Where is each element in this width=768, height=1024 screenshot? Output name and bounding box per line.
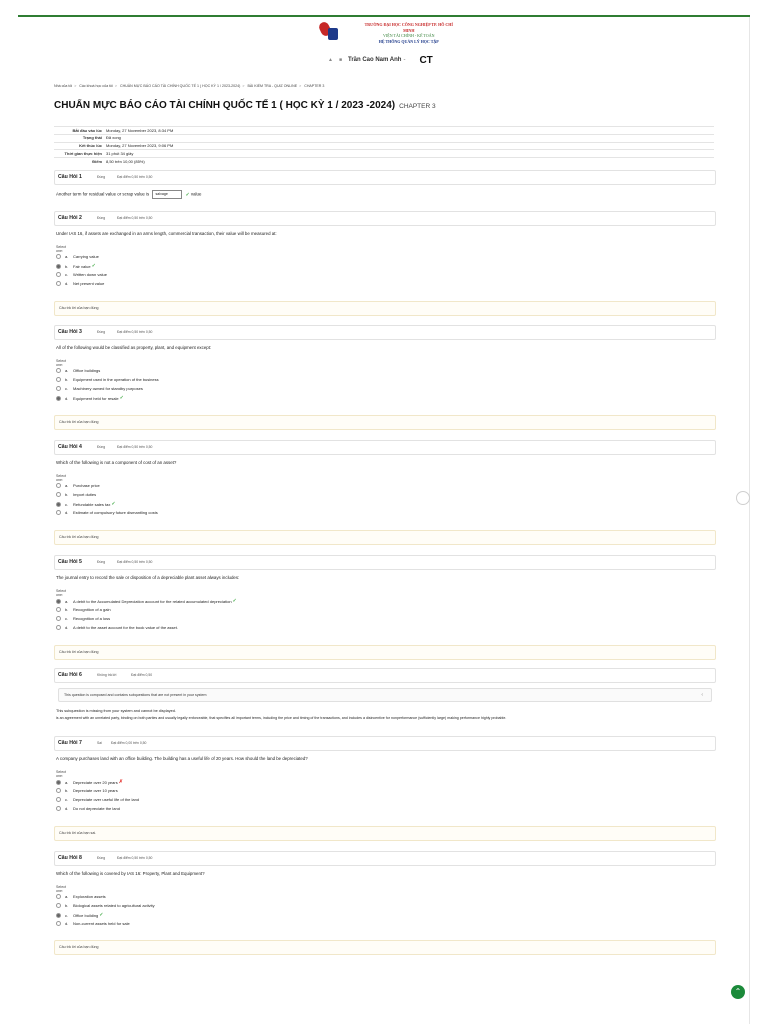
select-one-label: Select one: xyxy=(56,589,66,597)
option-text: Recognition of a loss xyxy=(73,616,111,621)
logo-line-1: TRƯỜNG ĐẠI HỌC CÔNG NGHIỆP TP. HỒ CHÍ MINH xyxy=(364,22,453,33)
radio-button[interactable] xyxy=(56,616,61,621)
drawer-toggle[interactable] xyxy=(736,491,750,505)
option-letter: d. xyxy=(65,395,69,401)
option-letter: d. xyxy=(65,921,69,926)
question-header xyxy=(54,440,716,455)
question-status: Đúng xyxy=(97,330,106,334)
radio-button[interactable] xyxy=(56,502,61,507)
logo-icon xyxy=(318,22,340,42)
option-text: Equipment held for resale xyxy=(73,395,119,401)
option-letter: a. xyxy=(65,598,69,604)
radio-button[interactable] xyxy=(56,788,61,793)
select-one-label: Select one: xyxy=(56,359,66,367)
feedback-text: Câu trả lời của bạn đúng xyxy=(59,306,99,310)
question-status: Không trả lời xyxy=(97,673,117,677)
option-letter: c. xyxy=(65,616,69,621)
option-letter: d. xyxy=(65,281,69,286)
check-icon: ✓ xyxy=(119,395,124,401)
option-text: Depreciate over 10 years xyxy=(73,788,118,793)
summary-key: Bắt đầu vào lúc xyxy=(54,127,104,135)
question-header xyxy=(54,736,716,751)
option-letter: b. xyxy=(65,903,69,908)
chevron-up-icon[interactable]: ⌃ xyxy=(731,985,745,999)
option-letter: a. xyxy=(65,779,69,785)
radio-button[interactable] xyxy=(56,386,61,391)
option-text: Net present value xyxy=(73,281,105,286)
summary-value: 8,50 trên 10,00 (85%) xyxy=(104,158,714,165)
option-letter: d. xyxy=(65,510,69,515)
option-text: Estimate of compulsory future dismantling costs xyxy=(73,510,158,515)
radio-button[interactable] xyxy=(56,780,61,785)
select-one-label: Select one: xyxy=(56,245,66,253)
summary-value: Monday, 27 November 2023, 8:34 PM xyxy=(104,127,714,135)
feedback-text: Câu trả lời của bạn đúng xyxy=(59,420,99,424)
summary-key: Trạng thái xyxy=(54,134,104,142)
summary-key: Điểm xyxy=(54,158,104,165)
radio-button[interactable] xyxy=(56,913,61,918)
option-letter: c. xyxy=(65,797,69,802)
missing-subquestion-text: This subquestion is missing from your system and cannot be displayed. xyxy=(56,709,176,713)
option-text: Written down value xyxy=(73,272,107,277)
question-points: Đạt điểm 0,50 trên 0,50 xyxy=(117,445,153,449)
attempt-summary xyxy=(54,126,714,165)
question-header xyxy=(54,170,716,185)
option-letter: c. xyxy=(65,501,69,507)
option-text: A debit to the asset account for the book value of the asset. xyxy=(73,625,178,630)
breadcrumb-item[interactable]: Nhà của tôi xyxy=(54,84,73,88)
option[interactable] xyxy=(56,510,158,515)
option-letter: c. xyxy=(65,912,69,918)
question-number: Câu Hỏi 8 xyxy=(58,855,82,861)
radio-button[interactable] xyxy=(56,599,61,604)
radio-button[interactable] xyxy=(56,281,61,286)
radio-button[interactable] xyxy=(56,510,61,515)
option-text: Depreciate over useful life of the land xyxy=(73,797,140,802)
feedback-box xyxy=(54,645,716,660)
question-status: Đúng xyxy=(97,560,106,564)
feedback-box xyxy=(54,940,716,955)
top-accent-line xyxy=(18,15,750,17)
summary-key: Thời gian thực hiện xyxy=(54,150,104,158)
question-number: Câu Hỏi 2 xyxy=(58,215,82,221)
option-text: Refundable sales tax xyxy=(73,501,111,507)
bell-icon[interactable]: ▲ xyxy=(328,57,333,63)
question-status: Đúng xyxy=(97,856,106,860)
question-number: Câu Hỏi 6 xyxy=(58,672,82,678)
answer-field[interactable]: salvage xyxy=(152,190,182,199)
info-text: This question is composed and contains subquestions that are not present in your system xyxy=(64,693,207,697)
course-title: CHUẨN MỰC BÁO CÁO TÀI CHÍNH QUỐC TẾ 1 ( HỌC KỲ 1 / 2023 -2024) xyxy=(54,100,396,111)
breadcrumb-item[interactable]: CHAPTER 3 xyxy=(304,84,325,88)
question-text xyxy=(56,190,201,199)
breadcrumb-item[interactable]: BÀI KIỂM TRA - QUIZ ONLINE xyxy=(247,84,298,88)
select-one-label: Select one: xyxy=(56,474,66,482)
option[interactable] xyxy=(56,607,111,612)
question-description: is an agreement with an unrelated party, binding on both parties and usually legally enforceable, that specifies all important terms, including the price and timing of the transactions, and includes a disincentive for nonperformance (sufficiently large) making performance highly probable. xyxy=(56,716,507,720)
user-menu-caret[interactable]: - xyxy=(403,57,406,63)
option-letter: d. xyxy=(65,806,69,811)
option-text: Biological assets related to agricultural activity xyxy=(73,903,155,908)
feedback-text: Câu trả lời của bạn đúng xyxy=(59,650,99,654)
breadcrumb-item[interactable]: Các khoá học của tôi xyxy=(79,84,113,88)
option[interactable] xyxy=(56,386,143,391)
option-text: Equipment used in the operation of the business xyxy=(73,377,159,382)
radio-button[interactable] xyxy=(56,264,61,269)
question-number: Câu Hỏi 3 xyxy=(58,329,82,335)
option-letter: b. xyxy=(65,788,69,793)
user-menu[interactable] xyxy=(328,54,433,66)
question-points: Đạt điểm 0,00 trên 0,50 xyxy=(111,741,147,745)
option[interactable] xyxy=(56,912,103,918)
question-number: Câu Hỏi 7 xyxy=(58,740,82,746)
option-text: Recognition of a gain xyxy=(73,607,111,612)
page-title xyxy=(54,100,436,111)
question-points: Đạt điểm 0,50 trên 0,50 xyxy=(117,856,153,860)
option-text: Non-current assets held for sale xyxy=(73,921,130,926)
option[interactable] xyxy=(56,281,104,286)
option[interactable] xyxy=(56,903,155,908)
question-text: Which of the following is not a component of cost of an asset? xyxy=(56,460,177,465)
option-letter: b. xyxy=(65,377,69,382)
question-points: Đạt điểm 0,50 trên 0,50 xyxy=(117,330,153,334)
option[interactable] xyxy=(56,368,100,373)
option-text: Machinery owned for standby purposes xyxy=(73,386,143,391)
check-icon: ✓ xyxy=(91,263,96,269)
question-text-after: value xyxy=(190,191,202,197)
option-text: Office building xyxy=(73,912,99,918)
radio-button[interactable] xyxy=(56,396,61,401)
option-text: A debit to the Accumulated Depreciation account for the related accumulated depreciation xyxy=(73,598,232,604)
option-letter: b. xyxy=(65,492,69,497)
option[interactable] xyxy=(56,501,116,507)
logo-line-3: HỆ THỐNG QUẢN LÝ HỌC TẬP xyxy=(378,38,439,44)
option-letter: a. xyxy=(65,368,69,373)
logo-line-2: VIỆN TÀI CHÍNH - KẾ TOÁN xyxy=(383,33,435,38)
option-letter: d. xyxy=(65,625,69,630)
question-status: Đúng xyxy=(97,175,106,179)
question-status: Sai xyxy=(97,741,102,745)
option-text: Purchase price xyxy=(73,483,100,488)
option[interactable] xyxy=(56,272,107,277)
feedback-text: Câu trả lời của bạn đúng xyxy=(59,945,99,949)
question-text: A company purchases land with an office building. The building has a useful life of 20 years. How should the land be depreciated? xyxy=(56,756,308,761)
option[interactable] xyxy=(56,616,110,621)
option-text: Fair value xyxy=(73,263,91,269)
option[interactable] xyxy=(56,921,130,926)
option-letter: b. xyxy=(65,263,69,269)
cross-icon: ✗ xyxy=(118,779,123,785)
question-header xyxy=(54,555,716,570)
summary-value: Monday, 27 November 2023, 9:06 PM xyxy=(104,142,714,150)
option-text: Exploration assets xyxy=(73,894,106,899)
site-logo[interactable] xyxy=(318,22,458,46)
option-letter: b. xyxy=(65,607,69,612)
option[interactable] xyxy=(56,788,118,793)
user-name[interactable]: Trần Cao Nam Anh xyxy=(347,57,402,63)
question-header xyxy=(54,325,716,340)
question-header xyxy=(54,211,716,226)
option-letter: a. xyxy=(65,894,69,899)
radio-button[interactable] xyxy=(56,483,61,488)
option[interactable] xyxy=(56,263,96,269)
radio-button[interactable] xyxy=(56,492,61,497)
check-icon: ✓ xyxy=(99,912,104,918)
question-header xyxy=(54,668,716,683)
option-letter: c. xyxy=(65,272,69,277)
select-one-label: Select one: xyxy=(56,885,66,893)
feedback-box xyxy=(54,826,716,841)
option[interactable] xyxy=(56,806,120,811)
feedback-box xyxy=(54,301,716,316)
question-points: Đạt điểm 0,50 trên 0,50 xyxy=(117,175,153,179)
summary-key: Kết thúc lúc xyxy=(54,142,104,150)
question-points: Đạt điểm 0,50 xyxy=(131,673,153,677)
chapter-label: CHAPTER 3 xyxy=(399,103,436,110)
option-letter: c. xyxy=(65,386,69,391)
radio-button[interactable] xyxy=(56,903,61,908)
option[interactable] xyxy=(56,779,123,785)
feedback-text: Câu trả lời của bạn sai. xyxy=(59,831,97,835)
radio-button[interactable] xyxy=(56,625,61,630)
question-points: Đạt điểm 0,50 trên 0,50 xyxy=(117,560,153,564)
feedback-box xyxy=(54,530,716,545)
radio-button[interactable] xyxy=(56,797,61,802)
question-number: Câu Hỏi 5 xyxy=(58,559,82,565)
radio-button[interactable] xyxy=(56,254,61,259)
question-status: Đúng xyxy=(97,216,106,220)
radio-button[interactable] xyxy=(56,607,61,612)
option-text: Carrying value xyxy=(73,254,99,259)
question-text: Which of the following is covered by IAS 16: Property, Plant and Equipment? xyxy=(56,871,205,876)
radio-button[interactable] xyxy=(56,806,61,811)
question-text: The journal entry to record the sale or disposition of a depreciable plant asset always includes: xyxy=(56,575,240,580)
option-letter: a. xyxy=(65,254,69,259)
select-one-label: Select one: xyxy=(56,770,66,778)
question-points: Đạt điểm 0,50 trên 0,50 xyxy=(117,216,153,220)
option-letter: a. xyxy=(65,483,69,488)
option[interactable] xyxy=(56,625,178,630)
question-status: Đúng xyxy=(97,445,106,449)
option[interactable] xyxy=(56,377,159,382)
option[interactable] xyxy=(56,797,139,802)
summary-value: 31 phút 34 giây xyxy=(104,150,714,158)
check-icon: ✓ xyxy=(111,501,116,507)
check-icon: ✓ xyxy=(185,191,190,198)
option-text: Do not depreciate the land xyxy=(73,806,120,811)
feedback-text: Câu trả lời của bạn đúng xyxy=(59,535,99,539)
question-text: Under IAS 16, if assets are exchanged in an arms length, commercial transaction, their value will be measured at: xyxy=(56,231,277,236)
option[interactable] xyxy=(56,254,99,259)
avatar[interactable]: CT xyxy=(419,54,433,66)
breadcrumb: Nhà của tôi > Các khoá học của tôi > CHUẨN MỰC BÁO CÁO TÀI CHÍNH QUỐC TẾ 1 ( HỌC KỲ 1 / 2023-2024) > BÀI KIỂM TRA - QUIZ ONLINE > CHAPTER 3 xyxy=(54,84,325,88)
breadcrumb-item[interactable]: CHUẨN MỰC BÁO CÁO TÀI CHÍNH QUỐC TẾ 1 ( HỌC KỲ 1 / 2023-2024) xyxy=(119,84,241,88)
radio-button[interactable] xyxy=(56,272,61,277)
summary-value: Đã xong xyxy=(104,134,714,142)
subquestion-info-box[interactable] xyxy=(58,688,712,702)
option[interactable] xyxy=(56,492,96,497)
option-text: Import duties xyxy=(73,492,97,497)
right-scroll-rail xyxy=(749,17,750,1024)
chevron-left-icon[interactable]: ‹ xyxy=(701,691,703,698)
feedback-box xyxy=(54,415,716,430)
option[interactable] xyxy=(56,395,124,401)
radio-button[interactable] xyxy=(56,368,61,373)
question-header xyxy=(54,851,716,866)
check-icon: ✓ xyxy=(232,598,237,604)
question-text-before: Another term for residual value or scrap value is xyxy=(56,191,150,197)
chat-icon[interactable]: ■ xyxy=(338,57,342,63)
question-text: All of the following would be classified as property, plant, and equipment except: xyxy=(56,345,212,350)
option-text: Office buildings xyxy=(73,368,101,373)
question-number: Câu Hỏi 4 xyxy=(58,444,82,450)
radio-button[interactable] xyxy=(56,921,61,926)
option[interactable] xyxy=(56,894,106,899)
option[interactable] xyxy=(56,483,100,488)
radio-button[interactable] xyxy=(56,377,61,382)
option[interactable] xyxy=(56,598,237,604)
option-text: Depreciate over 20 years xyxy=(73,779,118,785)
question-number: Câu Hỏi 1 xyxy=(58,174,82,180)
radio-button[interactable] xyxy=(56,894,61,899)
